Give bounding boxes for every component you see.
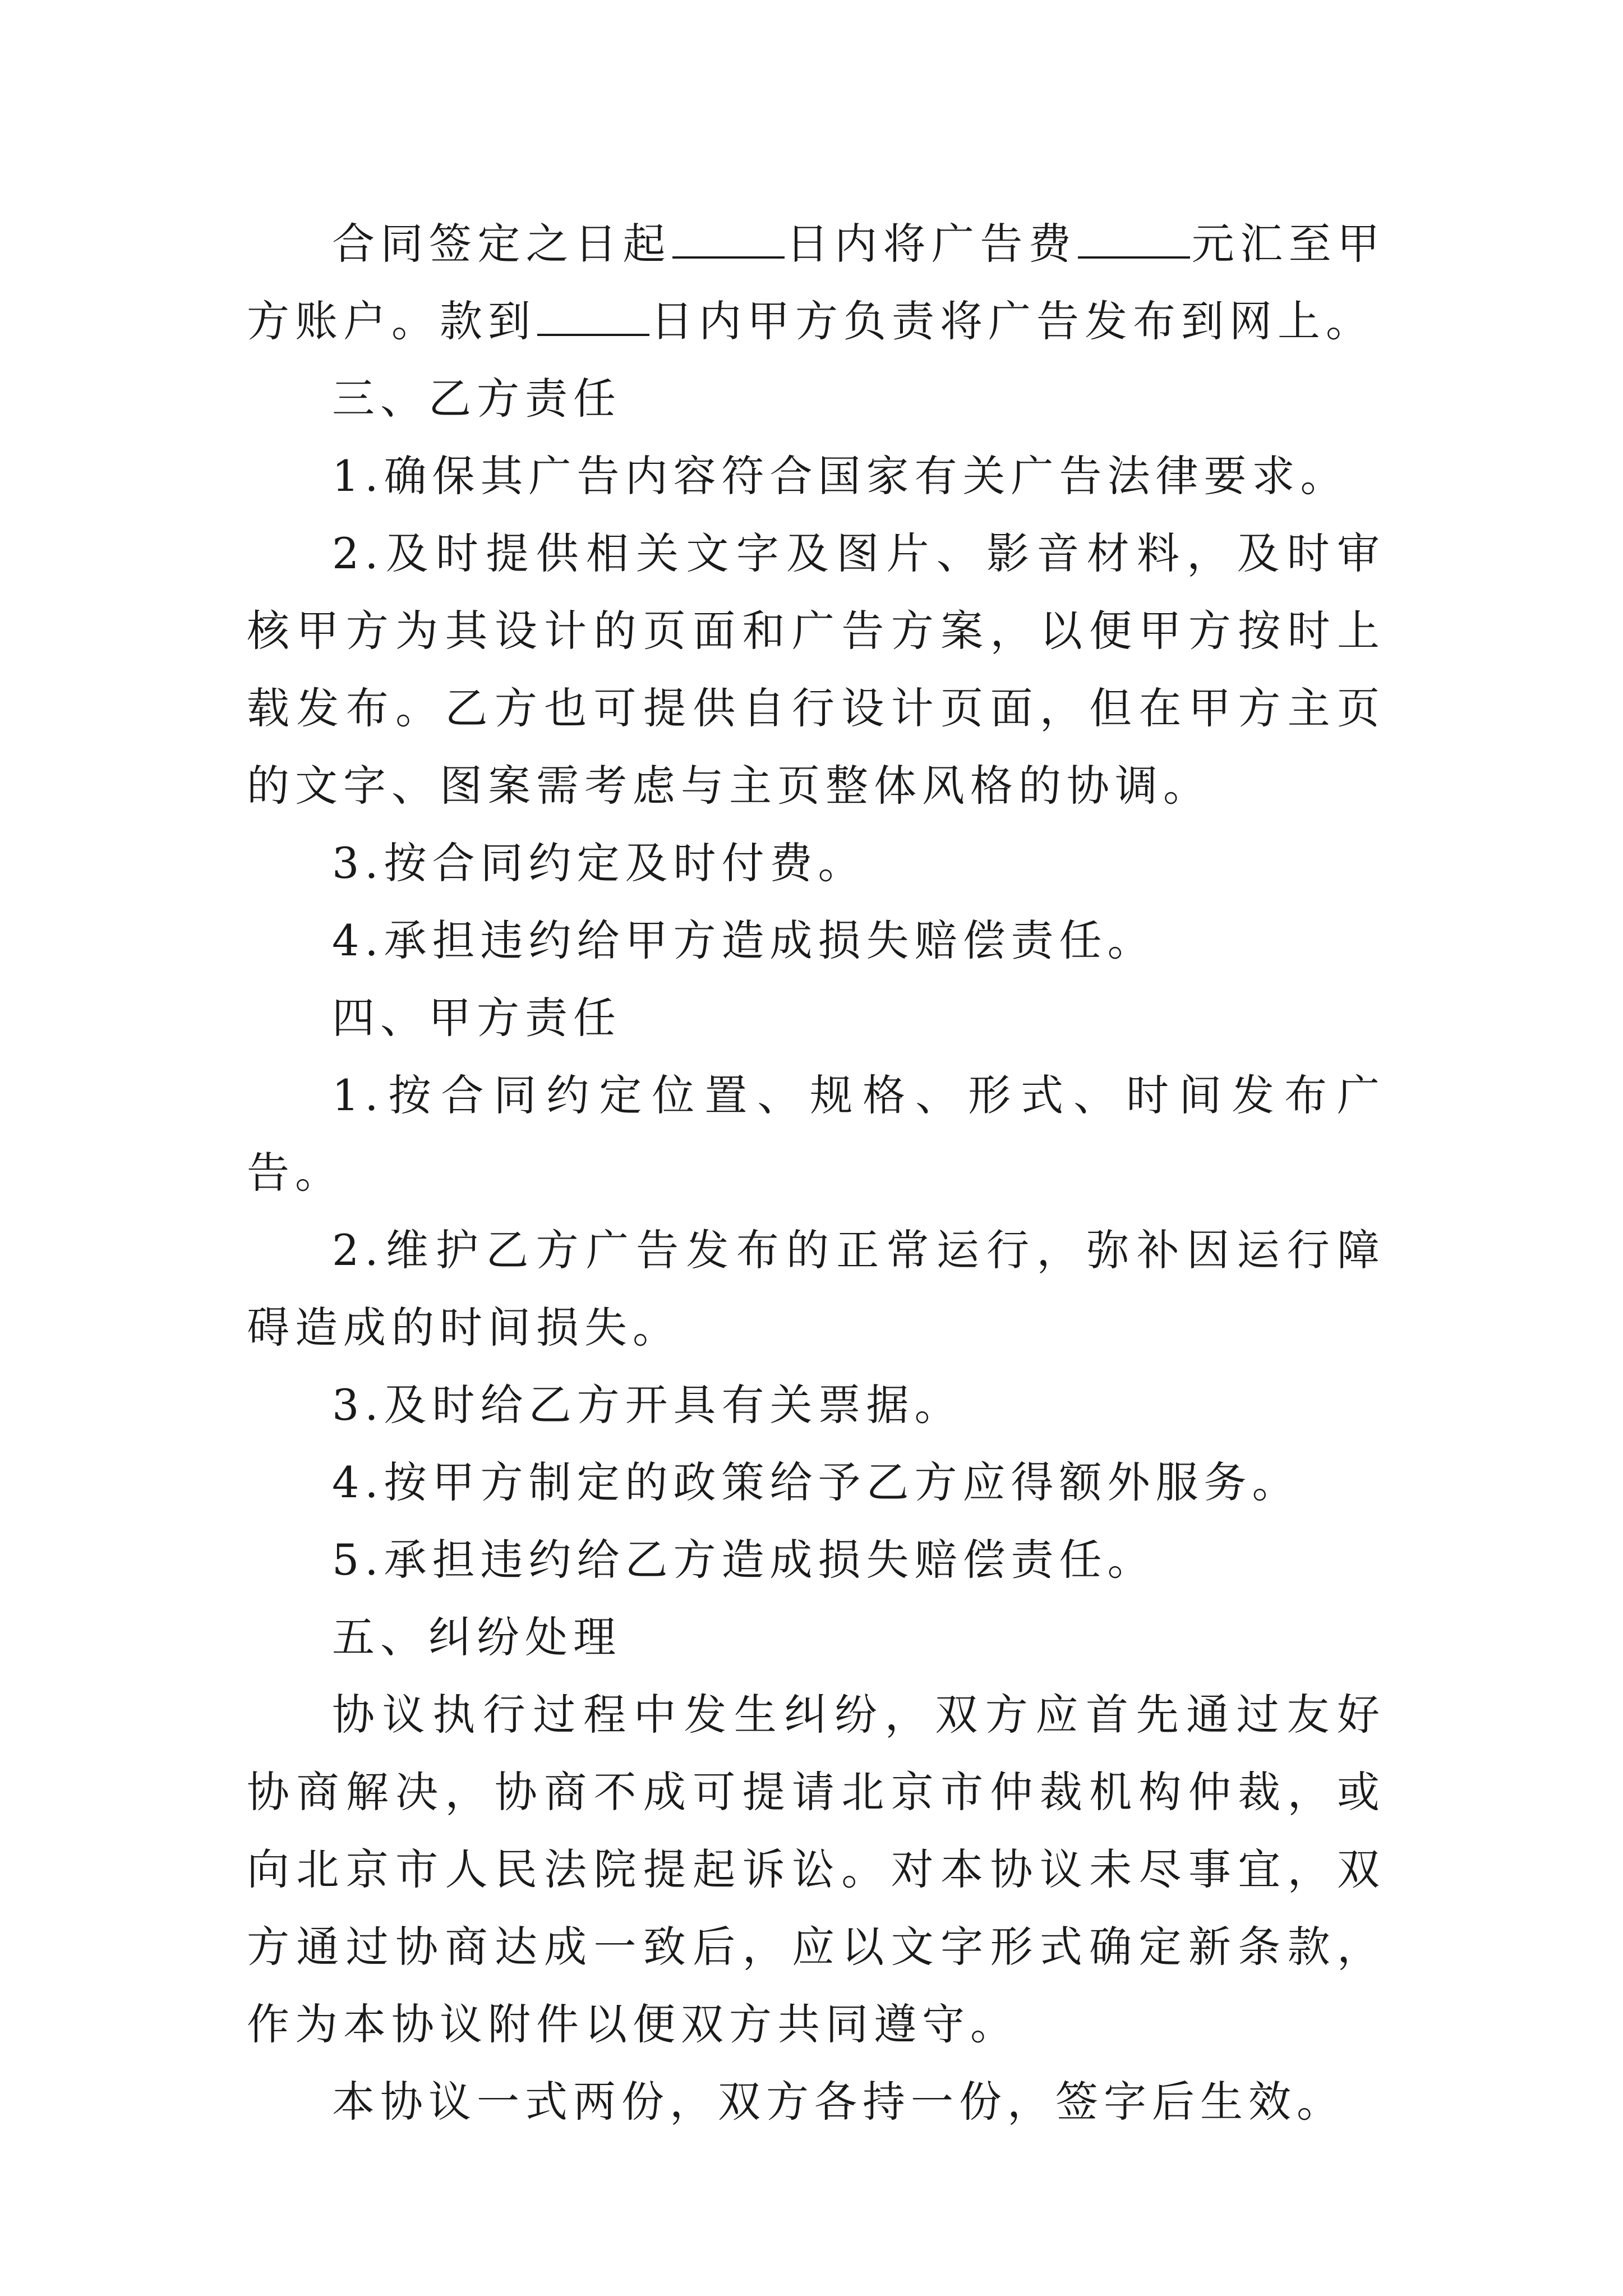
- document-body: [247, 0, 1385, 2141]
- blank-days-2: [537, 300, 649, 336]
- section-4-item-1: 1.按合同约定位置、规格、形式、时间发布广告。: [247, 1070, 1385, 1198]
- blank-days-1: [672, 223, 785, 259]
- section-5-title: 五、纠纷处理: [332, 1612, 621, 1662]
- payment-clause: [247, 205, 1385, 360]
- section-4-item-2: 2.维护乙方广告发布的正常运行，弥补因运行障碍造成的时间损失。: [247, 1225, 1385, 1352]
- payment-clause-part-3: 元汇至甲方账户。款到: [247, 219, 1386, 346]
- section-4-item-3: 3.及时给乙方开具有关票据。: [332, 1380, 963, 1430]
- section-5-body: 协议执行过程中发生纠纷，双方应首先通过友好协商解决，协商不成可提请北京市仲裁机构仲裁，或向北京市人民法院提起诉讼。对本协议未尽事宜，双方通过协商达成一致后，应以文字形式确定新条款，作为本协议附件以便双方共同遵守。: [247, 1690, 1385, 2049]
- payment-clause-part-1: 合同签定之日起: [332, 219, 672, 269]
- section-3-item-4: 4.承担违约给甲方造成损失赔偿责任。: [332, 915, 1156, 965]
- section-3-item-3: 3.按合同约定及时付费。: [332, 838, 866, 888]
- closing-statement: 本协议一式两份，双方各持一份，签字后生效。: [332, 2077, 1345, 2127]
- section-4-title: 四、甲方责任: [332, 993, 621, 1043]
- section-3-title: 三、乙方责任: [332, 374, 621, 424]
- section-3-item-1: 1.确保其广告内容符合国家有关广告法律要求。: [332, 451, 1349, 501]
- section-4-item-4: 4.按甲方制定的政策给予乙方应得额外服务。: [332, 1457, 1301, 1507]
- payment-clause-part-2: 日内将广告费: [786, 219, 1077, 269]
- payment-clause-part-4: 日内甲方负责将广告发布到网上。: [651, 296, 1374, 346]
- section-4-item-5: 5.承担违约给乙方造成损失赔偿责任。: [332, 1535, 1156, 1585]
- blank-amount: [1078, 223, 1190, 259]
- section-3-item-2: 2.及时提供相关文字及图片、影音材料，及时审核甲方为其设计的页面和广告方案，以便甲方按时上载发布。乙方也可提供自行设计页面，但在甲方主页的文字、图案需考虑与主页整体风格的协调。: [247, 528, 1385, 811]
